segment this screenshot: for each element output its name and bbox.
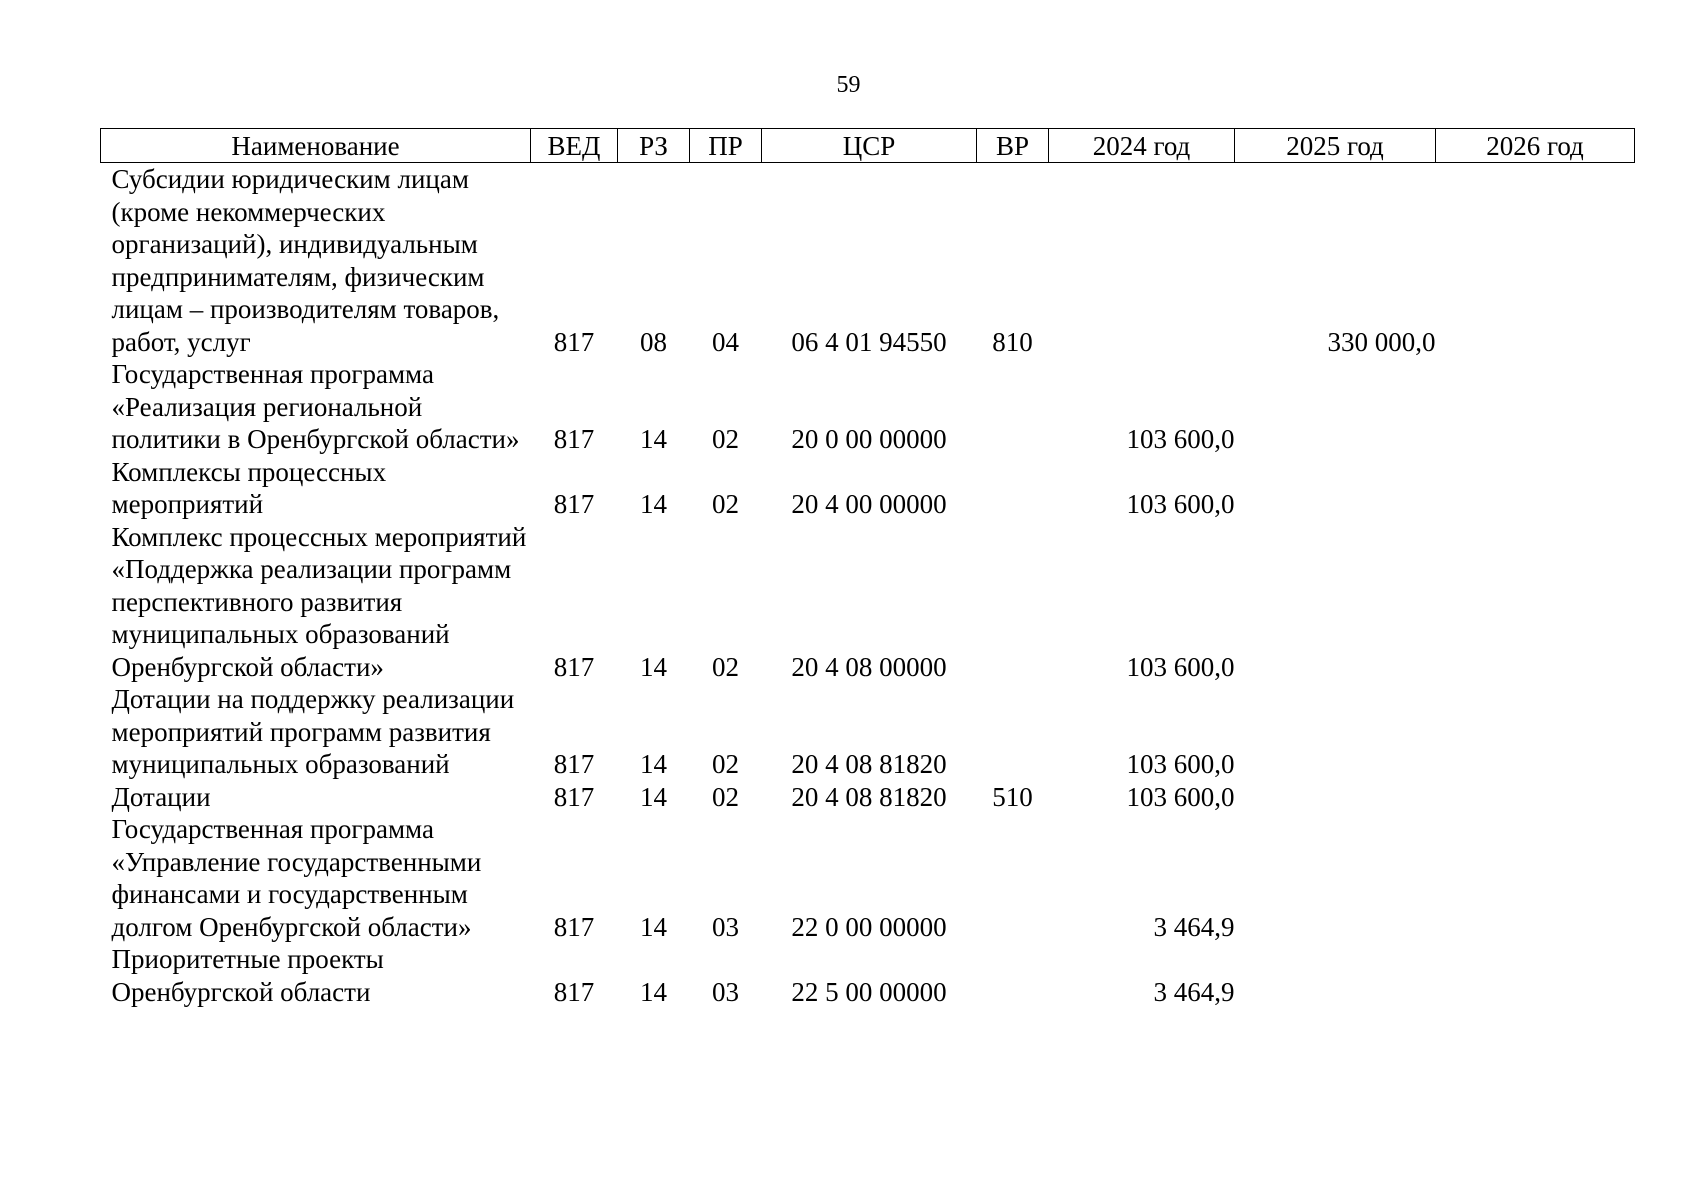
row-2024: 103 600,0 [1126,781,1235,812]
row-csr: 06 4 01 94550 [791,326,947,357]
row-name: Дотации [111,781,211,812]
row-2026 [1436,683,1635,781]
header-2026: 2026 год [1436,129,1635,163]
row-ved: 817 [553,749,595,779]
row-pr: 02 [712,651,739,682]
row-pr: 02 [712,489,739,519]
row-2025 [1235,813,1436,943]
row-csr: 20 4 08 00000 [791,651,947,682]
row-vr: 510 [992,781,1033,812]
row-pr: 02 [712,781,739,812]
header-csr: ЦСР [762,129,977,163]
row-name: Приоритетные проекты Оренбургской области [111,944,384,1007]
row-csr: 20 4 08 81820 [791,781,947,812]
row-pr: 03 [712,911,739,942]
row-ved: 817 [553,976,595,1007]
header-2025: 2025 год [1235,129,1436,163]
page-number: 59 [836,72,861,98]
table-row [101,358,1635,456]
row-2025 [1235,521,1436,684]
header-vr: ВР [977,129,1049,163]
row-name: Государственная программа «Управление государственными финансами и государственным долгом Оренбургской области» [111,814,482,942]
row-2024: 103 600,0 [1126,424,1235,454]
row-2025 [1235,456,1436,521]
row-2025 [1235,781,1436,814]
row-csr: 20 0 00 00000 [791,424,947,454]
row-2025 [1235,358,1436,456]
row-ved: 817 [553,781,595,812]
row-rz: 14 [640,651,667,682]
row-rz: 14 [640,489,667,519]
row-vr [977,456,1049,521]
row-vr [977,358,1049,456]
row-ved: 817 [553,489,595,519]
row-pr: 03 [712,976,739,1007]
row-vr [977,521,1049,684]
row-2025 [1235,943,1436,1008]
row-2026 [1436,813,1635,943]
row-2026 [1436,781,1635,814]
row-csr: 20 4 00 00000 [791,489,947,519]
row-name: Субсидии юридическим лицам (кроме некоммерческих организаций), индивидуальным предпринимателям, физическим лицам – производителям товаров, работ, услуг [111,164,500,357]
row-pr: 02 [712,749,739,779]
header-name: Наименование [101,129,531,163]
row-rz: 14 [640,911,667,942]
row-name: Государственная программа «Реализация региональной политики в Оренбургской области» [111,359,520,454]
row-2024 [1049,163,1235,359]
row-csr: 22 0 00 00000 [791,911,947,942]
row-rz: 14 [640,781,667,812]
row-csr: 20 4 08 81820 [791,749,947,779]
row-2025 [1235,683,1436,781]
table-header-row [101,129,1635,163]
table-row [101,781,1635,814]
header-2024: 2024 год [1049,129,1235,163]
row-name: Комплексы процессных мероприятий [111,456,387,519]
row-ved: 817 [553,326,595,357]
row-vr: 810 [992,326,1033,357]
row-rz: 14 [640,749,667,779]
header-rz: РЗ [618,129,690,163]
table-row [101,521,1635,684]
row-ved: 817 [553,911,595,942]
budget-table [100,128,1635,1008]
row-2026 [1436,521,1635,684]
row-2026 [1436,163,1635,359]
table-row [101,943,1635,1008]
row-2024: 3 464,9 [1153,911,1235,942]
row-name: Комплекс процессных мероприятий «Поддержка реализации программ перспективного развития муниципальных образований Оренбургской области» [111,521,527,682]
row-rz: 08 [640,326,667,357]
row-rz: 14 [640,424,667,454]
row-2026 [1436,943,1635,1008]
row-vr [977,683,1049,781]
table-row [101,683,1635,781]
row-vr [977,943,1049,1008]
row-ved: 817 [553,424,595,454]
header-ved: ВЕД [531,129,618,163]
row-name: Дотации на поддержку реализации мероприятий программ развития муниципальных образований [111,684,515,779]
table-row [101,813,1635,943]
row-2026 [1436,358,1635,456]
row-pr: 04 [712,326,739,357]
row-2024: 103 600,0 [1126,651,1235,682]
table-row [101,163,1635,359]
row-rz: 14 [640,976,667,1007]
row-2026 [1436,456,1635,521]
row-2024: 103 600,0 [1126,749,1235,779]
row-2025: 330 000,0 [1327,326,1436,357]
row-2024: 103 600,0 [1126,489,1235,519]
row-pr: 02 [712,424,739,454]
row-csr: 22 5 00 00000 [791,976,947,1007]
header-pr: ПР [690,129,762,163]
row-ved: 817 [553,651,595,682]
row-vr [977,813,1049,943]
row-2024: 3 464,9 [1153,976,1235,1007]
table-row [101,456,1635,521]
